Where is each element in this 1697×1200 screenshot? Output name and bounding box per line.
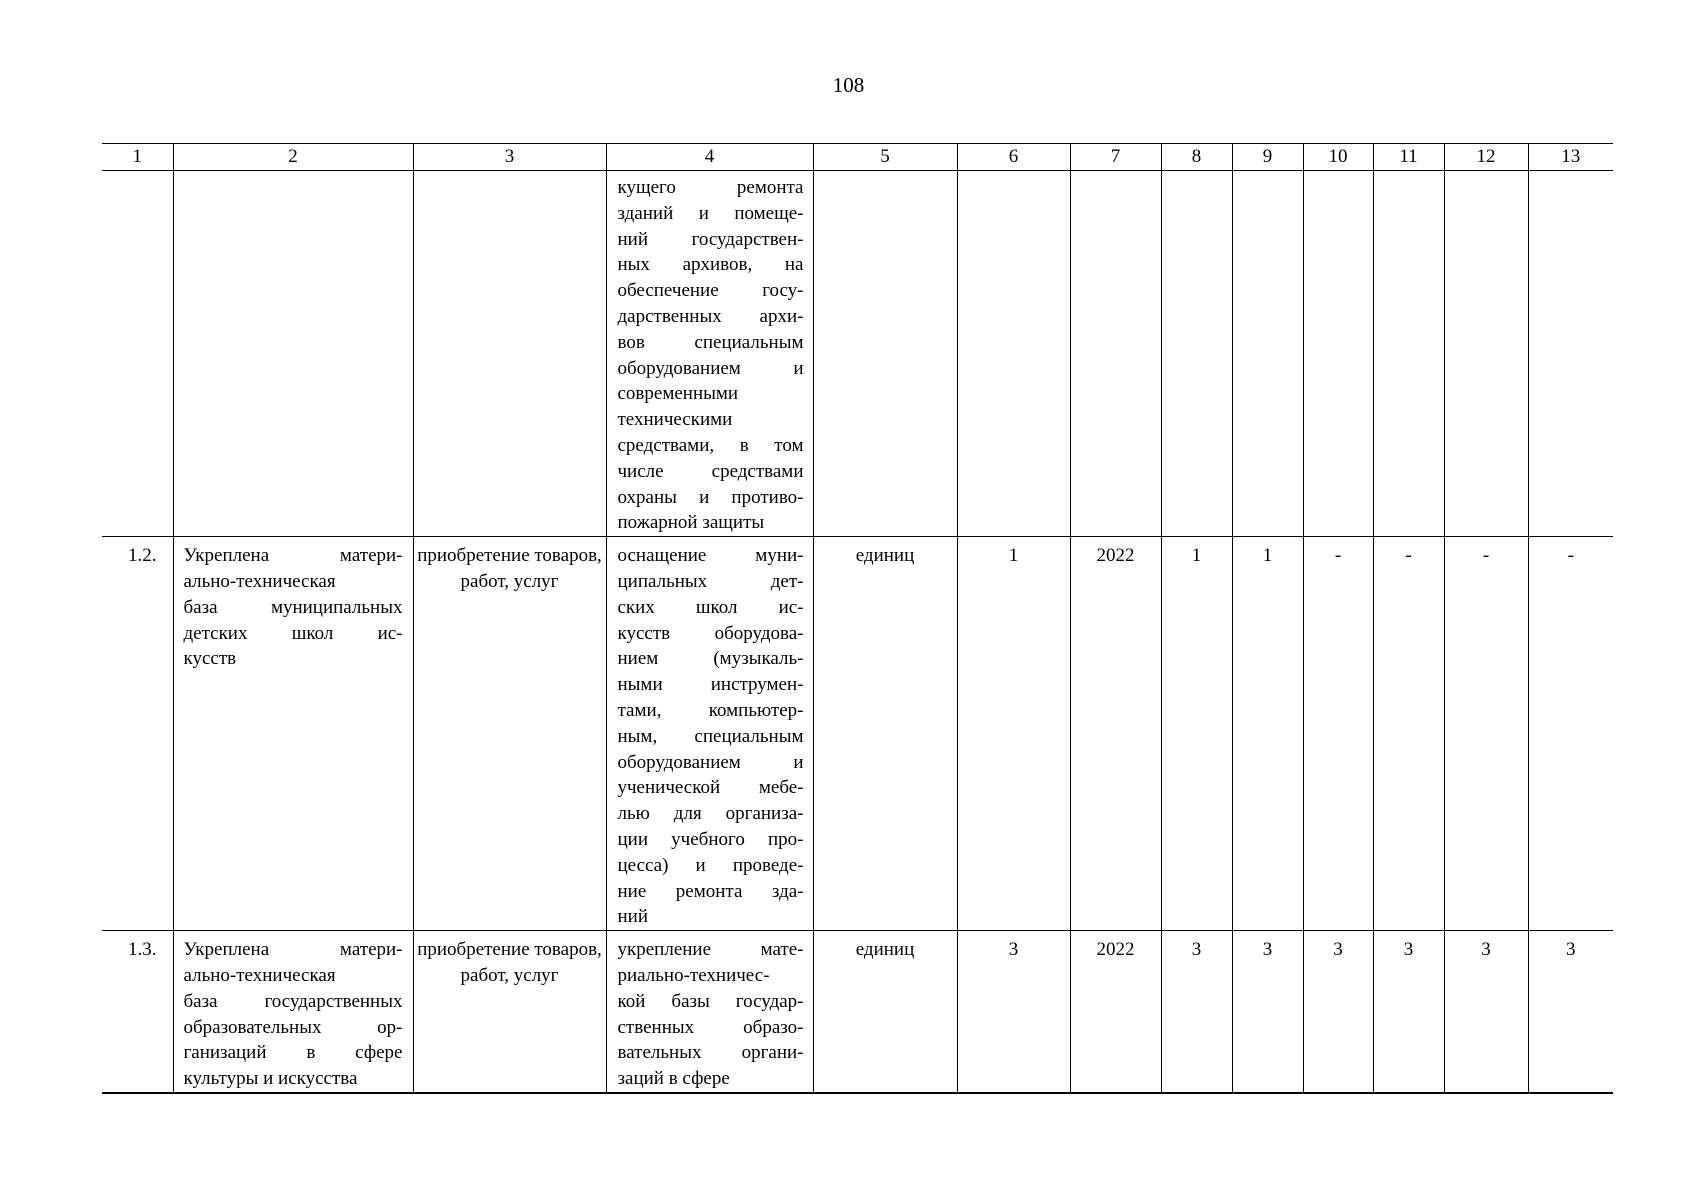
value-cell-13: - [1528, 537, 1613, 931]
text-line: кой базы государ- [617, 990, 804, 1012]
column-header: 3 [413, 144, 606, 171]
text-line: оборудованием и [617, 751, 804, 773]
column-header: 2 [173, 144, 413, 171]
value-cell-8: 3 [1161, 931, 1232, 1093]
description-cell [606, 171, 813, 537]
value-cell-6 [957, 171, 1070, 537]
value-cell-6: 3 [957, 931, 1070, 1093]
text-line: база муниципальных [183, 596, 403, 618]
value-cell-13: 3 [1528, 931, 1613, 1093]
value-cell-8 [1161, 171, 1232, 537]
text-line: ние ремонта зда- [617, 880, 804, 902]
text-line: ний государствен- [617, 228, 804, 250]
text-line: укрепление мате- [617, 939, 804, 961]
text-line: ципальных дет- [617, 570, 804, 592]
value-cell-10: - [1303, 537, 1373, 931]
text-line: зданий и помеще- [617, 202, 804, 224]
text-line: числе средствами [617, 460, 804, 482]
text-line: оборудованием и [617, 357, 804, 379]
table-row [102, 171, 1613, 537]
row-number-cell: 1.3. [102, 931, 173, 1093]
text-line: ным, специальным [617, 725, 804, 747]
table-row [102, 931, 1613, 1093]
text-line: кущего ремонта [617, 177, 804, 198]
type-cell [413, 171, 606, 537]
value-cell-9: 3 [1232, 931, 1303, 1093]
text-line: образовательных ор- [183, 1016, 403, 1038]
result-cell [173, 537, 413, 931]
description-cell [606, 931, 813, 1093]
value-cell-9: 1 [1232, 537, 1303, 931]
value-cell-6: 1 [957, 537, 1070, 931]
value-cell-7: 2022 [1070, 537, 1161, 931]
text-line: тами, компьютер- [617, 699, 804, 721]
text-line: ально-техническая [183, 570, 336, 592]
value-cell-12: - [1444, 537, 1528, 931]
column-header: 12 [1444, 144, 1528, 171]
value-cell-10: 3 [1303, 931, 1373, 1093]
value-cell-7 [1070, 171, 1161, 537]
description-cell [606, 537, 813, 931]
text-line: охраны и противо- [617, 486, 804, 508]
column-header: 1 [102, 144, 173, 171]
value-cell-12: 3 [1444, 931, 1528, 1093]
text-line: ными инструмен- [617, 674, 804, 696]
column-number-row [102, 144, 1613, 171]
row-number-cell [102, 171, 173, 537]
value-cell-9 [1232, 171, 1303, 537]
text-line: ных архивов, на [617, 254, 804, 276]
value-cell-10 [1303, 171, 1373, 537]
unit-cell: единиц [813, 537, 957, 931]
text-line: пожарной защиты [617, 512, 765, 534]
value-cell-11: - [1373, 537, 1444, 931]
column-header: 6 [957, 144, 1070, 171]
value-cell-11 [1373, 171, 1444, 537]
text-line: кусств оборудова- [617, 622, 804, 644]
text-line: средствами, в том [617, 434, 804, 456]
result-cell [173, 171, 413, 537]
column-header: 9 [1232, 144, 1303, 171]
text-line: ганизаций в сфере [183, 1042, 403, 1064]
text-line: Укреплена матери- [183, 939, 403, 961]
text-line: Укреплена матери- [183, 545, 403, 567]
column-header: 13 [1528, 144, 1613, 171]
column-header: 11 [1373, 144, 1444, 171]
text-line: ученической мебе- [617, 777, 804, 799]
text-line: вательных органи- [617, 1042, 804, 1064]
type-cell: приобретение товаров, работ, услуг [413, 537, 606, 931]
unit-cell [813, 171, 957, 537]
text-line: вов специальным [617, 331, 804, 353]
column-header: 5 [813, 144, 957, 171]
value-cell-11: 3 [1373, 931, 1444, 1093]
row-number-cell: 1.2. [102, 537, 173, 931]
type-cell: приобретение товаров, работ, услуг [413, 931, 606, 1093]
text-line: дарственных архи- [617, 305, 804, 327]
value-cell-13 [1528, 171, 1613, 537]
text-line: современными [617, 383, 739, 405]
column-header: 4 [606, 144, 813, 171]
column-header: 7 [1070, 144, 1161, 171]
text-line: техническими [617, 409, 733, 431]
text-line: ственных образо- [617, 1016, 804, 1038]
table-row [102, 537, 1613, 931]
text-line: оснащение муни- [617, 545, 804, 567]
unit-cell: единиц [813, 931, 957, 1093]
text-line: лью для организа- [617, 803, 804, 825]
text-line: ний [617, 906, 649, 928]
text-line: ально-техническая [183, 964, 336, 986]
text-line: риально-техничес- [617, 964, 770, 986]
text-line: культуры и искусства [183, 1068, 358, 1090]
page-number: 108 [832, 73, 865, 97]
text-line: обеспечение госу- [617, 280, 804, 302]
text-line: ских школ ис- [617, 596, 804, 618]
text-line: цесса) и проведе- [617, 854, 804, 876]
program-table [102, 143, 1613, 1094]
text-line: база государственных [183, 990, 403, 1012]
text-line: детских школ ис- [183, 622, 403, 644]
value-cell-12 [1444, 171, 1528, 537]
column-header: 8 [1161, 144, 1232, 171]
value-cell-7: 2022 [1070, 931, 1161, 1093]
text-line: ции учебного про- [617, 828, 804, 850]
value-cell-8: 1 [1161, 537, 1232, 931]
text-line: заций в сфере [617, 1068, 730, 1090]
text-line: нием (музыкаль- [617, 648, 804, 670]
text-line: кусств [183, 648, 237, 670]
column-header: 10 [1303, 144, 1373, 171]
result-cell [173, 931, 413, 1093]
